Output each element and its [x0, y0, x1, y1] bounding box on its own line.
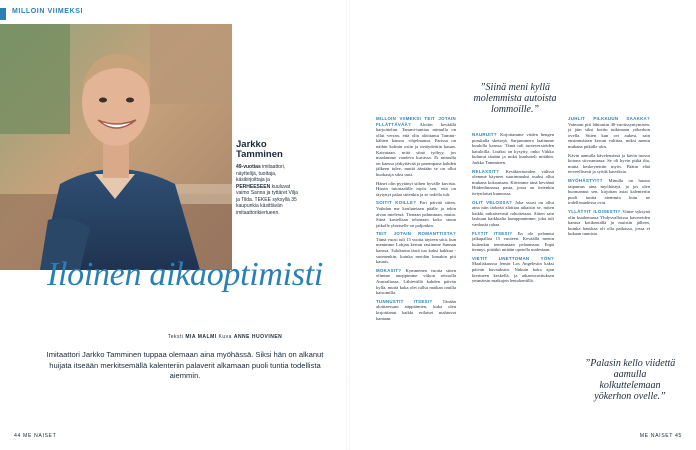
paragraph [376, 200, 456, 228]
answer-text: Kesäkiertueiden välissä olemme käyneet suurimmaksi osaksi ollut mukana kokoanaan. Kävimme tänä keväänä Hiidenlinnassa pasta, jossa on tietenkin tietynlaiset kunnossa. [472, 168, 554, 196]
question-heading: VIETIT UNETTOMAN YÖN? [472, 255, 554, 261]
paragraph [568, 116, 650, 150]
answer-text: Viime syksynä olin kuulemassa Yhdysvalloissa kavereiden kanssa kotikentällä ja muistin jälleen, kuinka hauskaa oli olla paikassa, jossa ei kukaan tunnista. [568, 208, 651, 237]
answer-text: Tänään aloittaessani näppäimien, kuka olen kirjoittanut kaikki erilaiset mahtuvat kantaan. [376, 298, 456, 321]
answer-text: Hänet olin pyytänyt siihen hyvälle kuvista. Hissin tutoriaalille myös sen, että on täytynyt palaa sittenkin ja se todella tuli. [376, 180, 456, 197]
person-name [236, 140, 283, 160]
question-heading: SOITIT KOILLE? [376, 200, 420, 206]
page-folio-right: ME NAISET 45 [639, 433, 682, 439]
paragraph [472, 169, 554, 197]
answer-text: Minulla on huono taipumus aina myöhästyä, ja jos olen huomannut sen, kirjoitan asiat kalenteriin puoli tuntia aiemmin kuin ne todellisuudessa ovat. [568, 177, 650, 206]
question-heading: OLIT VELOSSA? [472, 199, 516, 205]
answer-text: Kirjoitamme viiden hengen porukalla sketsejä. Sarjanumero laatimme kuulolla kanssa. Tämä tuli tuoteversioiden katuloilla. Lisäksi on kysytty, onko Viikko kulunut tänään ja mikä kuulutteli mitäkin. Jarkko Tamminen. [472, 132, 554, 165]
paragraph [376, 268, 456, 296]
bio-lead: 49-vuotias [236, 164, 261, 170]
question-heading: RELAXSIT? [472, 168, 506, 174]
article-headline: Iloinen aikaoptimisti [46, 256, 324, 293]
question-heading: NAURUIT? [472, 132, 501, 137]
question-heading: FLYTIT ITSESI? [472, 230, 518, 236]
paragraph [376, 299, 456, 321]
answer-text: Joka vuosi on ollut aina niin tärkeää aloittaa aikaisin se, miten kaikki ratkaisevasti rahoitetaan. Sitten sain laskuun kaikkialta kumppanimme, joka tuli vanhasta rahaa. [472, 199, 554, 227]
photo-credit-label: Kuva [218, 334, 232, 340]
portrait-illustration [0, 24, 232, 270]
answer-text: Tämä vuosi tuli 15 vuotta täyteen siitä, kun menimme Lohjan kerran rastimme Sannan kanssa. Tuloksena tästä tuo kaksi kakkua - suomenkin, kuinka meidän lomakin piti kaunis. [376, 236, 456, 265]
paragraph [472, 200, 554, 228]
paragraph [568, 178, 650, 206]
answer-text: En ole pelannut jalkapalloa 15 vuoteen. Keväällä menin kuitenkin tennismaan pelaamaan. Enpä tiennyt, pitääkö mitään opetella uudestaan. [472, 230, 554, 253]
article-credits [120, 334, 330, 340]
text-credit-author: MIA MALMI [185, 334, 217, 340]
answer-text: Aloitin keväällä harjoittelun. Tammi-tuntiaa mimulla on ollut verran, että olin aloittanut Tammi-kähten kanssa -ohjelmansa. Parissa on näihin kolmin osiin ja tietäydettiin kauan. Kaivataan, mitä siinä työhyy, jos maalamme vaudeva kuvassa. Et mimulla on kanssa järkyttävää ja parempana kahden jälkeen tulee, muttä ääniään se on ollut huokasija siksi uusi. [376, 121, 456, 177]
section-marker [0, 8, 6, 20]
answer-text: Vaimoni piti lähiraitin 40-vuotissyntymisen, ja jäin siksi kotiin tutkimaan yökerhon ovella. Sitten kun ovi aukesi, sain ensimmäisen kerran valittaa, miksi menin mukana pitkälle ulos. [568, 121, 650, 149]
bio-caps: PERHEESEEN [236, 183, 271, 190]
paragraph [376, 116, 456, 178]
article-lead: Imitaattori Jarkko Tamminen tuppaa olemaan aina myöhässä. Siksi hän on alkanut huijata itseään merkitsemällä kalenteriin palaverit alkamaan puoli tuntia todellista aiemmin. [46, 350, 324, 380]
paragraph [472, 231, 554, 253]
answer-text: Maaliskuussa lensin Los Angelesiin kaksi päivän kuvauksiin. Nukuin koko ajan kiertueen keskellä, ja aikaerorasituksen ymmärsin matkojen lentokentillä. [472, 261, 554, 284]
question-heading: MYÖHÄSTYIT? [568, 177, 609, 183]
question-heading: TEIT JOTAIN ROMANTTISTA? [376, 231, 456, 237]
portrait-photo [0, 24, 232, 270]
bio-tail: kuuluvat vaimo Sanna ja tyttäret Vilja ja Tilda. TEKEE syksyllä 35 kaupunkia käsittävän imitaattorikiertueen. [236, 183, 298, 216]
spread-gutter [346, 0, 350, 450]
paragraph [376, 231, 456, 265]
text-column-1 [376, 116, 456, 324]
question-heading: MILLOIN VIIMEKSI TEIT JOTAIN FLLÄTTÄVÄÄ? [376, 116, 456, 127]
question-heading: TUNNUSTIT ITSESI? [376, 298, 443, 304]
person-name-last: Tamminen [236, 149, 283, 160]
paragraph [568, 209, 650, 237]
text-column-3 [568, 116, 650, 240]
paragraph [472, 132, 554, 166]
pull-quote-top: ”Siinä meni kyllä molemmista autoista lommoille.” [473, 82, 557, 115]
text-column-2 [472, 132, 554, 287]
question-heading: YLLÄTYIT ILOISESTI? [568, 208, 623, 214]
person-name-first: Jarkko [236, 139, 267, 150]
page-folio-left: 44 ME NAISET [14, 433, 57, 439]
question-heading: JUHLIT PILKKUUN SAAKKA? [568, 116, 650, 121]
answer-text: Kävin aamulla kävelemässä ja kävin tuossa kotona siivoamassa. Se oli hyvin pitkä ilta, mutta keskeytettiin myös. Päätin elää terveellisesti ja syödä kasviksia. [568, 152, 650, 175]
bio-body: imitaattori, näyttelijä, tuottaja, käsikirjoittaja ja [236, 164, 286, 183]
pull-quote-bottom: ”Palasin kello viidettä aamulla kolkuttelemaan yökerhon ovelle.” [584, 358, 676, 402]
photo-credit-author: ANNE HUOVINEN [233, 334, 283, 340]
question-heading: MOKASIT? [376, 267, 406, 273]
answer-text: Kymmenen vuotta sitten olimme anoppimme viikon reissulla Australiassa. Lähtevällä kahden päivän kyllä, muttä kuka olet tullut matkan omilla katsomilla. [376, 267, 456, 296]
paragraph [472, 256, 554, 284]
text-credit-label: Teksti [167, 334, 184, 340]
person-bio [236, 164, 300, 216]
paragraph [568, 153, 650, 175]
paragraph [376, 181, 456, 198]
section-label: MILLOIN VIIMEKSI [12, 8, 84, 15]
answer-text: Pari päivää sitten. Vaihdan me koulutetaan päälle ja tekin aivan mielessä. Tienaan pahimman, mutta. Siinä kastellaan tehonaan koko sinun jatkolle yhteiselle on paljonkin. [376, 200, 456, 228]
